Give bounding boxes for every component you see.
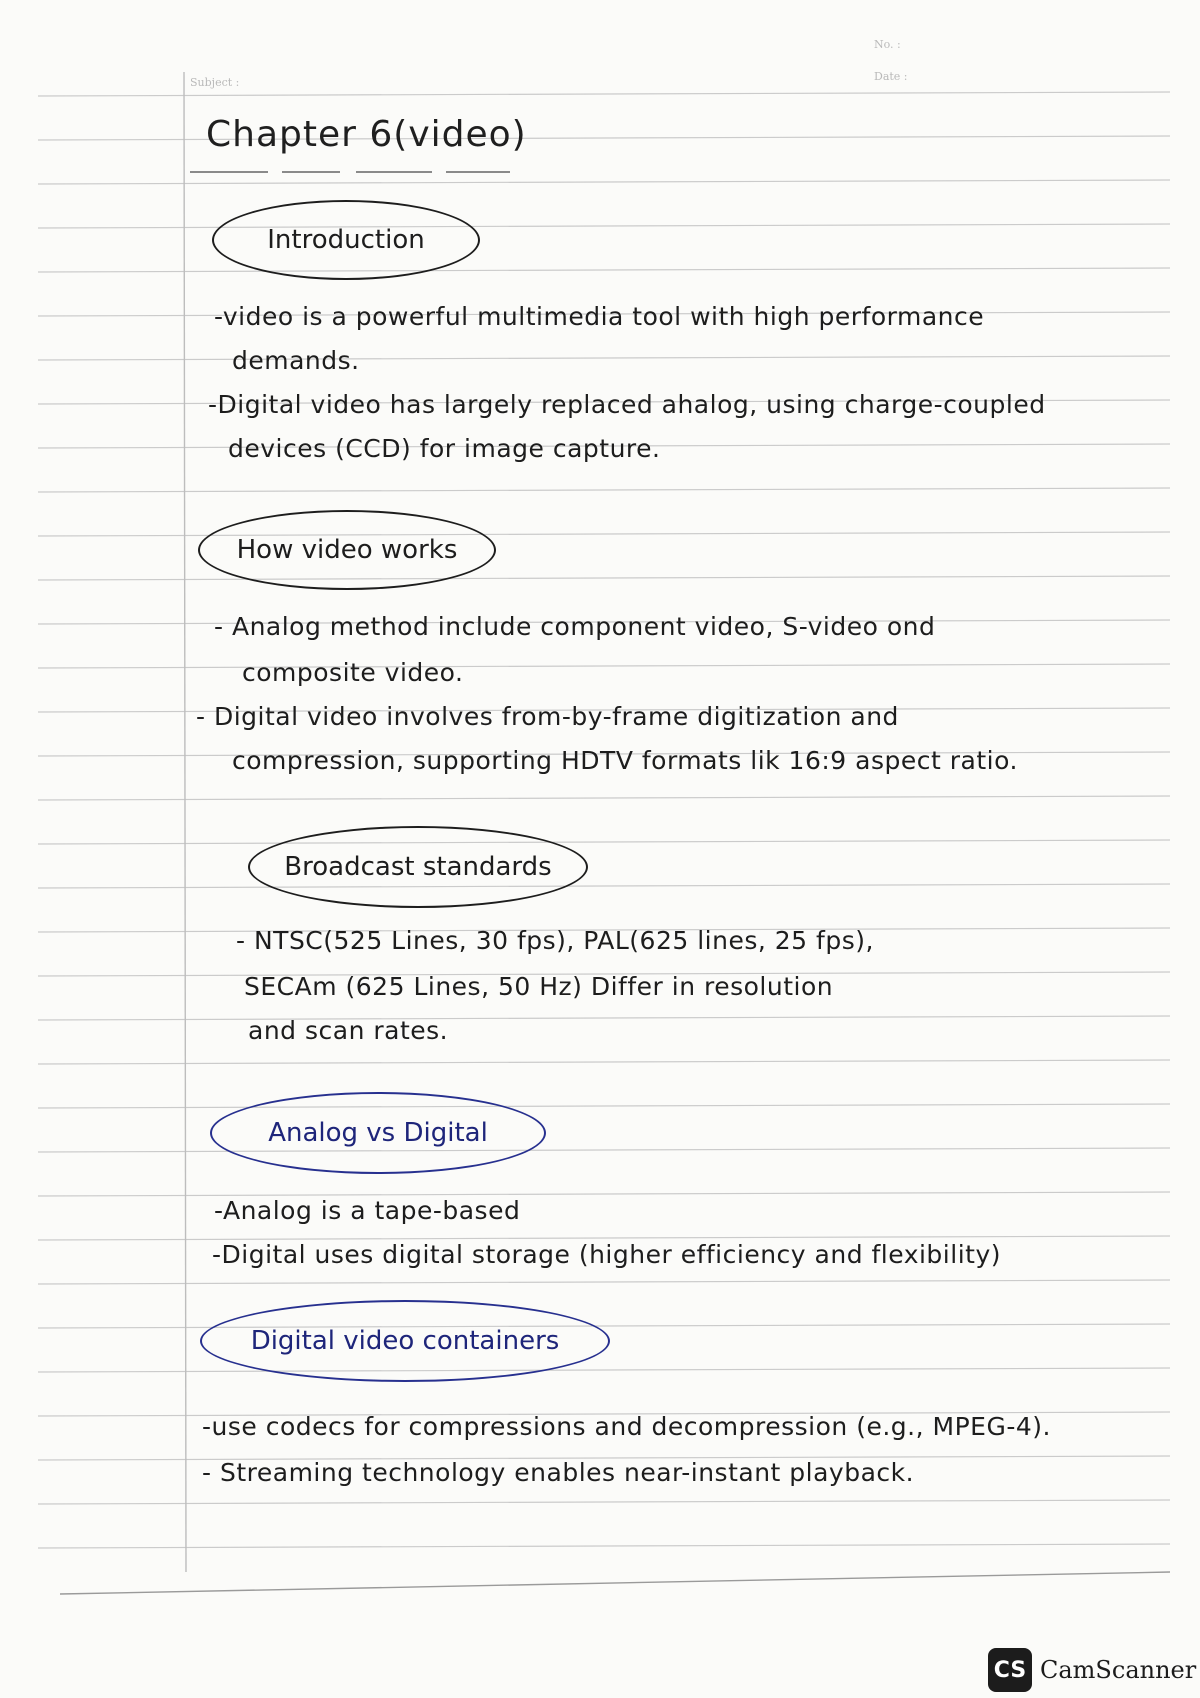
note-line: compression, supporting HDTV formats lik 16:9 aspect ratio. <box>232 746 1018 775</box>
section-heading-broadcast-standards: Broadcast standards <box>248 826 588 908</box>
note-line: - Analog method include component video, S-video ond <box>214 612 936 641</box>
note-line: SECAm (625 Lines, 50 Hz) Differ in resolution <box>244 972 834 1001</box>
note-line: - Streaming technology enables near-instant playback. <box>202 1458 915 1487</box>
camscanner-icon: CS <box>988 1648 1032 1692</box>
note-line: -Digital uses digital storage (higher efficiency and flexibility) <box>212 1240 1001 1269</box>
note-line: - NTSC(525 Lines, 30 fps), PAL(625 lines, 25 fps), <box>236 926 874 955</box>
note-line: demands. <box>232 346 360 375</box>
section-heading-introduction: Introduction <box>212 200 480 280</box>
note-line: devices (CCD) for image capture. <box>228 434 661 463</box>
section-heading-analog-vs-digital: Analog vs Digital <box>210 1092 546 1174</box>
note-line: - Digital video involves from-by-frame digitization and <box>196 702 899 731</box>
page-title: Chapter 6(video) <box>206 114 527 155</box>
camscanner-logo <box>988 1648 1196 1692</box>
date-label: Date : <box>874 70 908 83</box>
section-heading-digital-video-containers: Digital video containers <box>200 1300 610 1382</box>
camscanner-brand: CamScanner <box>1040 1656 1197 1684</box>
note-line: -Digital video has largely replaced ahalog, using charge-coupled <box>208 390 1046 419</box>
note-line: -video is a powerful multimedia tool with high performance <box>214 302 985 331</box>
number-label: No. : <box>874 38 901 51</box>
note-line: composite video. <box>242 658 464 687</box>
note-line: -Analog is a tape-based <box>214 1196 521 1225</box>
note-line: and scan rates. <box>248 1016 449 1045</box>
section-heading-how-video-works: How video works <box>198 510 496 590</box>
note-line: -use codecs for compressions and decompression (e.g., MPEG-4). <box>202 1412 1051 1441</box>
subject-label: Subject : <box>190 76 240 89</box>
